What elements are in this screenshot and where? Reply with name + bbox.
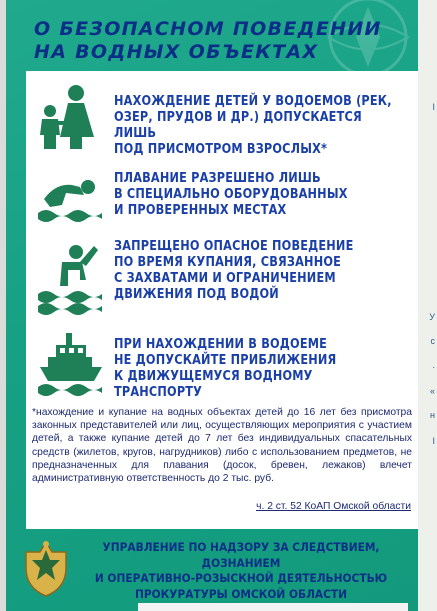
parent-child-icon [36, 83, 102, 149]
prosecutor-emblem-icon [22, 538, 70, 600]
ship-icon [36, 329, 106, 399]
footer [6, 530, 418, 611]
safety-poster [6, 0, 418, 611]
rule-item [26, 236, 418, 321]
footer-organization: УПРАВЛЕНИЕ ПО НАДЗОРУ ЗА СЛЕДСТВИЕМ, ДОЗНАНИЕМ И ОПЕРАТИВНО-РОЗЫСКНОЙ ДЕЯТЕЛЬНОСТЬЮ ПРОКУРАТУРЫ ОМСКОЙ ОБЛАСТИ [94, 540, 388, 601]
rule-text: ПЛАВАНИЕ РАЗРЕШЕНО ЛИШЬ В СПЕЦИАЛЬНО ОБОРУДОВАННЫХ И ПРОВЕРЕННЫХ МЕСТАХ [114, 170, 348, 218]
rule-item [26, 329, 418, 404]
law-citation: ч. 2 ст. 52 КоАП Омской области [256, 501, 411, 512]
background-text-strip [138, 603, 408, 611]
footnote: *нахождение и купание на водных объектах детей до 16 лет без присмотра законных представителей или лиц, осуществляющих мероприятия с участием детей, а также купание детей до 7 лет без индивидуальных спасательных средств (жилетов, кругов, нагрудников) либо с использованием предметов, не предназначенных для плавания (досок, бревен, лежаков) влечет административную ответственность до 2 тыс. руб. [32, 407, 412, 485]
rule-text: НАХОЖДЕНИЕ ДЕТЕЙ У ВОДОЕМОВ (РЕК, ОЗЕР, ПРУДОВ И ДР.) ДОПУСКАЕТСЯ ЛИШЬ ПОД ПРИСМОТРОМ ВЗРОСЛЫХ* [114, 93, 392, 157]
rule-text: ПРИ НАХОЖДЕНИИ В ВОДОЕМЕ НЕ ДОПУСКАЙТЕ ПРИБЛИЖЕНИЯ К ДВИЖУЩЕМУСЯ ВОДНОМУ ТРАНСПОРТУ [114, 336, 337, 400]
rule-text: ЗАПРЕЩЕНО ОПАСНОЕ ПОВЕДЕНИЕ ПО ВРЕМЯ КУПАНИЯ, СВЯЗАННОЕ С ЗАХВАТАМИ И ОГРАНИЧЕНИЕМ ДВИЖЕНИЯ ПОД ВОДОЙ [114, 238, 354, 302]
rules-card [26, 71, 418, 529]
poster-title: О БЕЗОПАСНОМ ПОВЕДЕНИИ НА ВОДНЫХ ОБЪЕКТАХ [34, 18, 382, 63]
rule-item [26, 161, 418, 236]
rule-item [26, 83, 418, 158]
background-page-edge: I У с . « н I [418, 0, 437, 611]
diver-icon [36, 240, 106, 315]
swimmer-icon [36, 169, 106, 229]
